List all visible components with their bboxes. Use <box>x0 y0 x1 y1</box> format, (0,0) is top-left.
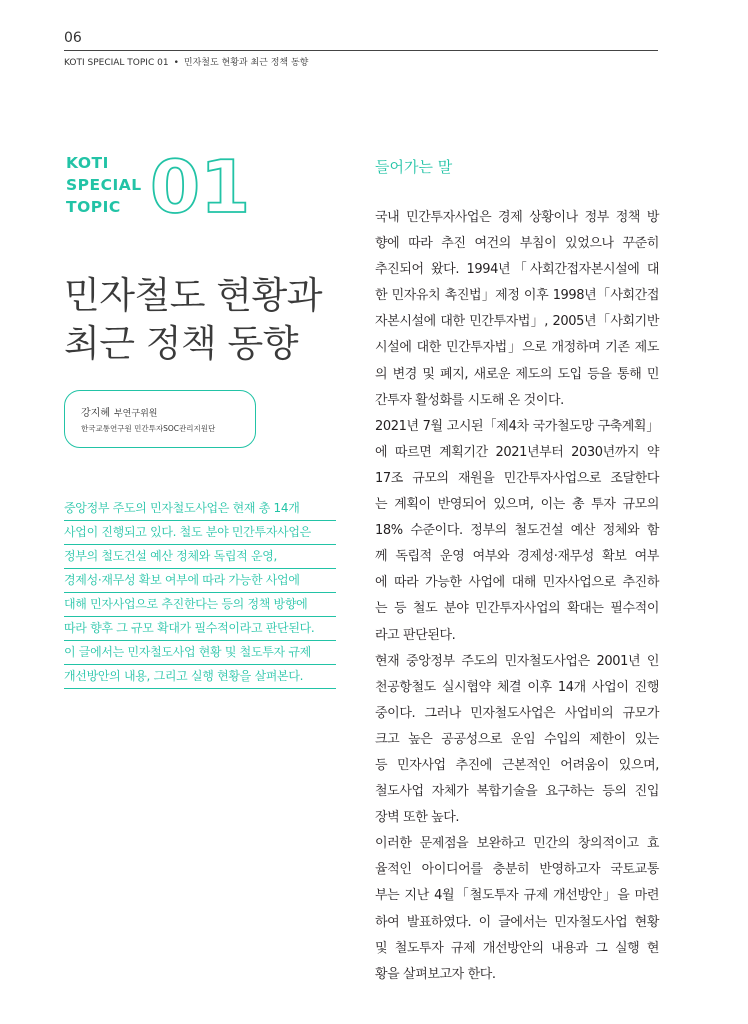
running-head <box>64 55 308 68</box>
badge-line-koti: KOTI <box>66 154 109 172</box>
body-line: 등 민자사업 추진에 근본적인 어려움이 있으며, <box>375 757 659 773</box>
summary-line: 정부의 철도건설 예산 정체와 독립적 운영, <box>64 545 336 569</box>
body-line: 천공항철도 실시협약 체결 이후 14개 사업이 진행 <box>375 679 659 695</box>
body-line: 추진되어 왔다. 1994년「사회간접자본시설에 대 <box>375 262 659 278</box>
body-line: 철도사업 자체가 복합기술을 요구하는 등의 진입 <box>375 784 659 800</box>
body-line: 현재 중앙정부 주도의 민자철도사업은 2001년 인 <box>375 653 659 669</box>
author-name-line <box>81 404 157 419</box>
summary-line: 이 글에서는 민자철도사업 현황 및 철도투자 규제 <box>64 641 336 665</box>
summary-line: 중앙정부 주도의 민자철도사업은 현재 총 14개 <box>64 497 336 521</box>
summary-line: 개선방안의 내용, 그리고 실행 현황을 살펴본다. <box>64 665 336 689</box>
badge-line-special: SPECIAL <box>66 176 142 194</box>
summary-line: 따라 향후 그 규모 확대가 필수적이라고 판단된다. <box>64 617 336 641</box>
summary-line: 대해 민자사업으로 추진한다는 등의 정책 방향에 <box>64 593 336 617</box>
body-line: 에 따르면 계획기간 2021년부터 2030년까지 약 <box>375 444 659 460</box>
body-line: 간투자 활성화를 시도해 온 것이다. <box>375 392 564 408</box>
author-affiliation: 한국교통연구원 민간투자SOC관리지원단 <box>81 424 216 433</box>
badge-label <box>66 152 142 218</box>
body-line: 율적인 아이디어를 충분히 반영하고자 국토교통 <box>375 862 659 878</box>
body-line: 는 등 철도 분야 민간투자사업의 확대는 필수적이 <box>375 601 659 617</box>
author-name: 강지혜 <box>81 408 110 419</box>
author-role: 부연구위원 <box>113 409 158 419</box>
body-line: 라고 판단된다. <box>375 627 456 643</box>
running-head-topic: 민자철도 현황과 최근 정책 동향 <box>183 58 309 68</box>
body-line: 향에 따라 추진 여건의 부침이 있었으나 꾸준히 <box>375 236 659 252</box>
header-rule <box>64 50 658 51</box>
body-text <box>375 205 659 988</box>
running-head-section: KOTI SPECIAL TOPIC 01 <box>64 58 169 68</box>
badge-number <box>148 145 251 229</box>
article-title-line2: 최근 정책 동향 <box>64 322 298 365</box>
body-line: 황을 살펴보고자 한다. <box>375 966 496 982</box>
body-line: 17조 규모의 재원을 민간투자사업으로 조달한다 <box>375 470 659 486</box>
body-line: 이러한 문제점을 보완하고 민간의 창의적이고 효 <box>375 836 659 852</box>
body-line: 부는 지난 4월「철도투자 규제 개선방안」을 마련 <box>375 888 659 904</box>
body-line: 자본시설에 대한 민간투자법」, 2005년「사회기반 <box>375 314 659 330</box>
author-box <box>64 390 256 448</box>
body-line: 2021년 7월 고시된「제4차 국가철도망 구축계획」 <box>375 418 659 434</box>
body-line: 께 독립적 운영 여부와 경제성·재무성 확보 여부 <box>375 549 659 565</box>
badge-line-topic: TOPIC <box>66 198 121 216</box>
body-line: 장벽 또한 높다. <box>375 810 460 826</box>
body-line: 중이다. 그러나 민자철도사업은 사업비의 규모가 <box>375 705 659 721</box>
summary-line: 경제성·재무성 확보 여부에 따라 가능한 사업에 <box>64 569 336 593</box>
body-line: 18% 수준이다. 정부의 철도건설 예산 정체와 함 <box>375 523 659 539</box>
body-line: 에 따라 가능한 사업에 대해 민자사업으로 추진하 <box>375 575 659 591</box>
body-line: 및 철도투자 규제 개선방안의 내용과 그 실행 현 <box>375 940 659 956</box>
body-line: 크고 높은 공공성으로 운임 수입의 제한이 있는 <box>375 731 659 747</box>
page-number: 06 <box>64 30 82 46</box>
body-line: 는 계획이 반영되어 있으며, 이는 총 투자 규모의 <box>375 497 659 513</box>
summary-block <box>64 497 336 689</box>
body-line: 의 변경 및 폐지, 새로운 제도의 도입 등을 통해 민 <box>375 366 659 382</box>
body-line: 시설에 대한 민간투자법」으로 개정하며 기존 제도 <box>375 340 659 356</box>
body-line: 한 민자유치 촉진법」제정 이후 1998년「사회간접 <box>375 288 659 304</box>
summary-line: 사업이 진행되고 있다. 철도 분야 민간투자사업은 <box>64 521 336 545</box>
article-title <box>64 272 322 368</box>
running-head-separator: • <box>173 58 179 68</box>
article-title-line1: 민자철도 현황과 <box>64 274 322 317</box>
section-heading: 들어가는 말 <box>375 158 453 176</box>
body-line: 국내 민간투자사업은 경제 상황이나 정부 정책 방 <box>375 210 659 225</box>
svg-text:01: 01 <box>150 145 251 229</box>
body-line: 하여 발표하였다. 이 글에서는 민자철도사업 현황 <box>375 914 659 930</box>
